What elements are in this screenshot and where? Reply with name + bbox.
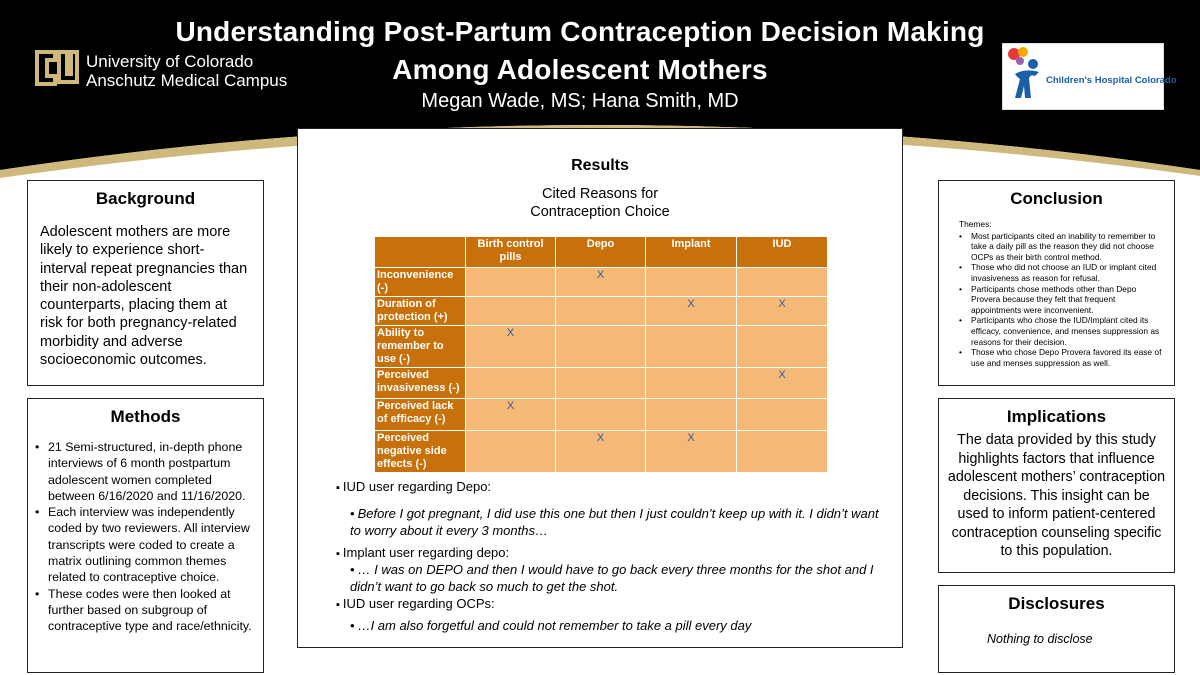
table-row xyxy=(375,431,828,473)
methods-title: Methods xyxy=(110,407,181,426)
authors: Megan Wade, MS; Hana Smith, MD xyxy=(421,90,739,112)
table-row-label: Inconvenience (-) xyxy=(375,268,466,297)
reasons-table xyxy=(374,236,828,473)
implications-text: The data provided by this study highlights factors that influence adolescent mothers’ contraception decisions. This insight can be used to inform patient-centered contraception counseling specific to this population. xyxy=(947,432,1166,559)
table-row-label: Perceived negative side effects (-) xyxy=(375,431,466,473)
table-row-label: Perceived invasiveness (-) xyxy=(375,368,466,399)
childrens-hospital-figure-icon xyxy=(1005,46,1045,108)
quote-source: ▪ Implant user regarding depo: xyxy=(336,545,509,560)
conclusion-title: Conclusion xyxy=(1010,189,1103,208)
table-header-cell: Implant xyxy=(646,237,737,268)
table-row-label: Duration of protection (+) xyxy=(375,297,466,326)
university-name xyxy=(86,52,287,90)
childrens-hospital-logo xyxy=(1002,43,1177,110)
results-title: Results xyxy=(571,157,629,174)
table-cell xyxy=(466,368,556,399)
implications-panel xyxy=(938,398,1175,573)
table-cell xyxy=(556,326,646,368)
quote-source: ▪ IUD user regarding Depo: xyxy=(336,479,491,494)
disclosures-title: Disclosures xyxy=(1008,594,1105,613)
table-row xyxy=(375,326,828,368)
quote-text: • …I am also forgetful and could not remember to take a pill every day xyxy=(350,617,890,634)
table-cell xyxy=(556,399,646,431)
theme-item: • Most participants cited an inability to remember to take a daily pill as the reason they did not choose OCPs as their birth control method. xyxy=(959,231,1166,263)
quote-text: • Before I got pregnant, I did use this one but then I just couldn’t keep up with it. I didn’t want to worry about it every 3 months… xyxy=(350,505,890,539)
table-cell xyxy=(646,368,737,399)
table-cell xyxy=(737,326,828,368)
table-cell xyxy=(737,431,828,473)
theme-item: • Participants chose methods other than Depo Provera because they felt that frequent appointments were inconvenient. xyxy=(959,284,1166,316)
quote-source: ▪ IUD user regarding OCPs: xyxy=(336,596,495,611)
background-panel xyxy=(27,180,264,386)
cu-logo-icon xyxy=(33,46,81,90)
table-header-cell: Depo xyxy=(556,237,646,268)
methods-panel xyxy=(27,398,264,673)
table-header-row xyxy=(375,237,828,268)
theme-item: • Those who chose Depo Provera favored its ease of use and menses suppression as well. xyxy=(959,347,1166,368)
conclusion-themes xyxy=(959,219,1166,368)
table-cell: X xyxy=(737,368,828,399)
table-cell xyxy=(556,297,646,326)
table-header-cell: IUD xyxy=(737,237,828,268)
table-cell xyxy=(737,268,828,297)
themes-label: Themes: xyxy=(959,219,992,229)
poster-title-line-2: Among Adolescent Mothers xyxy=(392,54,768,85)
table-cell: X xyxy=(737,297,828,326)
childrens-hospital-name: Children's Hospital Colorado xyxy=(1046,75,1177,86)
methods-list xyxy=(34,439,255,635)
table-cell: X xyxy=(646,431,737,473)
table-row xyxy=(375,268,828,297)
results-panel xyxy=(297,128,903,648)
theme-item: • Those who did not choose an IUD or implant cited invasiveness as reason for refusal. xyxy=(959,262,1166,283)
implications-title: Implications xyxy=(1006,407,1107,426)
table-row xyxy=(375,297,828,326)
table-cell xyxy=(466,431,556,473)
methods-item: • 21 Semi-structured, in-depth phone interviews of 6 month postpartum adolescent women completed between 6/16/2020 and 11/16/2020. xyxy=(34,439,255,504)
background-text: Adolescent mothers are more likely to experience short-interval repeat pregnancies than their non-adolescent counterparts, placing them at risk for both pregnancy-related morbidity and adverse socioeconomic outcomes. xyxy=(40,224,248,369)
table-cell xyxy=(556,368,646,399)
table-cell xyxy=(646,268,737,297)
table-title-line-1: Cited Reasons for xyxy=(541,186,659,202)
table-header-cell xyxy=(375,237,466,268)
methods-item: • Each interview was independently coded by two reviewers. All interview transcripts were coded to create a matrix outlining common themes related to contraceptive choice. xyxy=(34,504,255,585)
themes-list xyxy=(959,231,1166,369)
quote-text: • … I was on DEPO and then I would have to go back every three months for the shot and I didn’t want to go back so much to get the shot. xyxy=(350,561,890,595)
conclusion-panel xyxy=(938,180,1175,386)
table-cell xyxy=(646,326,737,368)
table-cell xyxy=(737,399,828,431)
table-row xyxy=(375,368,828,399)
table-header-cell: Birth control pills xyxy=(466,237,556,268)
table-row-label: Ability to remember to use (-) xyxy=(375,326,466,368)
table-cell: X xyxy=(466,326,556,368)
poster-title-line-1: Understanding Post-Partum Contraception Decision Making xyxy=(175,16,985,47)
theme-item: • Participants who chose the IUD/Implant cited its efficacy, convenience, and menses suppression as reasons for their decision. xyxy=(959,315,1166,347)
table-cell: X xyxy=(646,297,737,326)
disclosures-text: Nothing to disclose xyxy=(987,632,1093,646)
table-title xyxy=(298,185,902,221)
table-cell xyxy=(646,399,737,431)
table-cell: X xyxy=(556,431,646,473)
university-name-line-1: University of Colorado xyxy=(86,52,254,71)
table-title-line-2: Contraception Choice xyxy=(530,204,670,220)
disclosures-panel xyxy=(938,585,1175,673)
background-title: Background xyxy=(95,189,196,208)
university-name-line-2: Anschutz Medical Campus xyxy=(86,71,288,90)
table-row xyxy=(375,399,828,431)
table-cell: X xyxy=(556,268,646,297)
methods-item: • These codes were then looked at further based on subgroup of contraceptive type and race/ethnicity. xyxy=(34,586,255,635)
table-cell: X xyxy=(466,399,556,431)
table-cell xyxy=(466,268,556,297)
table-cell xyxy=(466,297,556,326)
table-row-label: Perceived lack of efficacy (-) xyxy=(375,399,466,431)
